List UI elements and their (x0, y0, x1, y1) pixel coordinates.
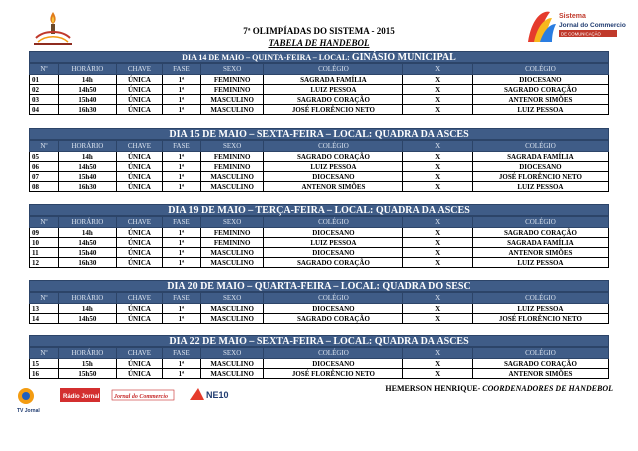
document-subtitle: TABELA DE HANDEBOL (268, 38, 370, 48)
table-cell: ÚNICA (116, 228, 162, 238)
table-row (30, 85, 609, 95)
table-cell: 16h30 (58, 182, 116, 192)
table-cell: LUIZ PESSOA (264, 85, 403, 95)
column-header: CHAVE (116, 348, 162, 359)
table-cell: 15 (30, 359, 59, 369)
banner-prefix: DIA 14 DE MAIO – QUINTA-FEIRA – LOCAL: (182, 53, 352, 62)
table-cell: 14h (58, 75, 116, 85)
document-title: 7ª OLIMPÍADAS DO SISTEMA - 2015 (243, 26, 395, 36)
table-cell: LUIZ PESSOA (472, 182, 608, 192)
table-cell: SAGRADO CORAÇÃO (472, 359, 608, 369)
column-header: SEXO (200, 141, 264, 152)
table-cell: MASCULINO (200, 95, 264, 105)
schedule-section (29, 204, 609, 268)
table-cell: LUIZ PESSOA (264, 238, 403, 248)
day-banner (29, 335, 609, 347)
table-cell: X (403, 162, 472, 172)
column-header: FASE (163, 217, 201, 228)
table-cell: ÚNICA (116, 105, 162, 115)
table-row (30, 95, 609, 105)
table-cell: 03 (30, 95, 59, 105)
svg-text:Jornal do Commercio: Jornal do Commercio (559, 22, 626, 29)
table-cell: SAGRADO CORAÇÃO (472, 228, 608, 238)
table-row (30, 304, 609, 314)
column-header: X (403, 64, 472, 75)
coordinator-credit (385, 384, 613, 393)
table-cell: ÚNICA (116, 369, 162, 379)
schedule-section (29, 128, 609, 192)
column-header: SEXO (200, 293, 264, 304)
table-cell: FEMININO (200, 152, 264, 162)
table-cell: 07 (30, 172, 59, 182)
schedule-section (29, 335, 609, 379)
table-cell: 15h50 (58, 369, 116, 379)
table-cell: FEMININO (200, 238, 264, 248)
day-banner (29, 51, 609, 63)
table-cell: X (403, 182, 472, 192)
table-cell: X (403, 85, 472, 95)
table-cell: 1ª (163, 258, 201, 268)
table-row (30, 172, 609, 182)
table-cell: MASCULINO (200, 258, 264, 268)
table-cell: 1ª (163, 238, 201, 248)
table-cell: 13 (30, 304, 59, 314)
banner-title: DIA 22 DE MAIO – SEXTA-FEIRA – LOCAL: QUADRA DA ASCES (169, 336, 469, 347)
table-cell: 14h50 (58, 314, 116, 324)
column-header: COLÉGIO (472, 293, 608, 304)
header-row (30, 293, 609, 304)
day-banner (29, 128, 609, 140)
column-header: Nº (30, 293, 59, 304)
table-cell: DIOCESANO (264, 359, 403, 369)
footer-logos (14, 384, 294, 414)
table-cell: ÚNICA (116, 152, 162, 162)
table-cell: X (403, 75, 472, 85)
table-cell: JOSÉ FLORÊNCIO NETO (264, 369, 403, 379)
table-cell: 1ª (163, 182, 201, 192)
table-cell: 14h50 (58, 238, 116, 248)
svg-text:Jornal do Commercio: Jornal do Commercio (114, 394, 169, 400)
table-cell: 16 (30, 369, 59, 379)
jornal-do-commercio-logo (112, 390, 174, 400)
table-cell: SAGRADO CORAÇÃO (264, 152, 403, 162)
table-cell: DIOCESANO (472, 75, 608, 85)
column-header: X (403, 141, 472, 152)
day-banner (29, 280, 609, 292)
table-cell: ÚNICA (116, 258, 162, 268)
column-header: CHAVE (116, 217, 162, 228)
table-cell: X (403, 105, 472, 115)
day-banner (29, 204, 609, 216)
table-cell: 1ª (163, 95, 201, 105)
table-cell: ÚNICA (116, 304, 162, 314)
schedule-section (29, 280, 609, 324)
column-header: COLÉGIO (472, 141, 608, 152)
column-header: COLÉGIO (264, 64, 403, 75)
column-header: COLÉGIO (264, 217, 403, 228)
table-cell: MASCULINO (200, 105, 264, 115)
column-header: HORÁRIO (58, 64, 116, 75)
column-header: HORÁRIO (58, 293, 116, 304)
table-cell: LUIZ PESSOA (472, 258, 608, 268)
table-cell: FEMININO (200, 228, 264, 238)
column-header: X (403, 348, 472, 359)
table-cell: DIOCESANO (264, 172, 403, 182)
table-cell: 1ª (163, 152, 201, 162)
table-cell: 12 (30, 258, 59, 268)
column-header: HORÁRIO (58, 217, 116, 228)
table-cell: ÚNICA (116, 95, 162, 105)
column-header: COLÉGIO (472, 64, 608, 75)
table-cell: X (403, 314, 472, 324)
table-cell: ÚNICA (116, 75, 162, 85)
column-header: CHAVE (116, 141, 162, 152)
table-row (30, 359, 609, 369)
table-cell: X (403, 304, 472, 314)
table-row (30, 258, 609, 268)
table-cell: DIOCESANO (264, 248, 403, 258)
table-cell: SAGRADO CORAÇÃO (472, 85, 608, 95)
schedule-table (29, 216, 609, 268)
table-cell: DIOCESANO (264, 228, 403, 238)
table-cell: 14h50 (58, 162, 116, 172)
table-cell: 16h30 (58, 105, 116, 115)
radio-jornal-logo (60, 388, 100, 402)
table-cell: 1ª (163, 228, 201, 238)
table-cell: ANTENOR SIMÕES (472, 95, 608, 105)
schedule-table (29, 347, 609, 379)
table-cell: 02 (30, 85, 59, 95)
table-cell: LUIZ PESSOA (472, 105, 608, 115)
table-cell: 14h (58, 228, 116, 238)
column-header: Nº (30, 348, 59, 359)
column-header: SEXO (200, 64, 264, 75)
header-row (30, 141, 609, 152)
table-cell: DIOCESANO (264, 304, 403, 314)
table-cell: MASCULINO (200, 369, 264, 379)
table-cell: MASCULINO (200, 359, 264, 369)
header-row (30, 348, 609, 359)
table-cell: 1ª (163, 75, 201, 85)
table-cell: LUIZ PESSOA (264, 162, 403, 172)
table-cell: ÚNICA (116, 85, 162, 95)
table-cell: ÚNICA (116, 359, 162, 369)
table-cell: 15h (58, 359, 116, 369)
table-cell: ÚNICA (116, 238, 162, 248)
table-cell: 11 (30, 248, 59, 258)
table-cell: 09 (30, 228, 59, 238)
table-cell: SAGRADO CORAÇÃO (264, 314, 403, 324)
table-cell: X (403, 369, 472, 379)
table-row (30, 75, 609, 85)
table-cell: SAGRADA FAMÍLIA (264, 75, 403, 85)
table-cell: MASCULINO (200, 314, 264, 324)
table-cell: ÚNICA (116, 314, 162, 324)
column-header: X (403, 293, 472, 304)
schedule-table (29, 140, 609, 192)
table-row (30, 182, 609, 192)
table-cell: ÚNICA (116, 162, 162, 172)
column-header: FASE (163, 141, 201, 152)
column-header: SEXO (200, 217, 264, 228)
table-cell: ANTENOR SIMÕES (472, 369, 608, 379)
table-cell: 05 (30, 152, 59, 162)
table-cell: 1ª (163, 314, 201, 324)
table-cell: 14 (30, 314, 59, 324)
table-cell: 08 (30, 182, 59, 192)
table-row (30, 314, 609, 324)
table-cell: ÚNICA (116, 172, 162, 182)
table-cell: SAGRADO CORAÇÃO (264, 258, 403, 268)
svg-text:Rádio Jornal: Rádio Jornal (63, 394, 100, 400)
table-cell: X (403, 248, 472, 258)
column-header: Nº (30, 141, 59, 152)
table-row (30, 228, 609, 238)
table-cell: MASCULINO (200, 248, 264, 258)
table-cell: X (403, 95, 472, 105)
table-cell: JOSÉ FLORÊNCIO NETO (264, 105, 403, 115)
table-cell: 01 (30, 75, 59, 85)
ne10-logo (190, 388, 229, 400)
table-cell: FEMININO (200, 75, 264, 85)
column-header: FASE (163, 348, 201, 359)
coordinator-name: HEMERSON HENRIQUE- (385, 384, 483, 393)
column-header: Nº (30, 217, 59, 228)
table-cell: 1ª (163, 248, 201, 258)
svg-text:TV Jornal: TV Jornal (17, 408, 40, 414)
table-cell: ANTENOR SIMÕES (264, 182, 403, 192)
table-cell: 1ª (163, 369, 201, 379)
table-cell: MASCULINO (200, 304, 264, 314)
column-header: COLÉGIO (472, 217, 608, 228)
table-cell: X (403, 359, 472, 369)
banner-title: DIA 15 DE MAIO – SEXTA-FEIRA – LOCAL: QUADRA DA ASCES (169, 129, 469, 140)
column-header: COLÉGIO (264, 348, 403, 359)
table-cell: MASCULINO (200, 172, 264, 182)
table-cell: SAGRADO CORAÇÃO (264, 95, 403, 105)
tv-jornal-logo (17, 388, 40, 414)
column-header: CHAVE (116, 64, 162, 75)
table-cell: FEMININO (200, 162, 264, 172)
banner-title: GINÁSIO MUNICIPAL (351, 52, 456, 63)
svg-text:NE10: NE10 (206, 390, 229, 400)
table-row (30, 248, 609, 258)
svg-text:DE COMUNICAÇÃO: DE COMUNICAÇÃO (561, 31, 601, 37)
table-cell: DIOCESANO (472, 162, 608, 172)
table-cell: 1ª (163, 304, 201, 314)
header-row (30, 64, 609, 75)
table-cell: ÚNICA (116, 182, 162, 192)
table-cell: 14h (58, 152, 116, 162)
column-header: FASE (163, 64, 201, 75)
column-header: HORÁRIO (58, 348, 116, 359)
table-cell: 15h40 (58, 95, 116, 105)
table-cell: 1ª (163, 85, 201, 95)
table-cell: X (403, 172, 472, 182)
table-cell: X (403, 258, 472, 268)
table-cell: 1ª (163, 172, 201, 182)
table-cell: 06 (30, 162, 59, 172)
column-header: FASE (163, 293, 201, 304)
table-row (30, 238, 609, 248)
column-header: COLÉGIO (264, 141, 403, 152)
table-cell: FEMININO (200, 85, 264, 95)
table-cell: ANTENOR SIMÕES (472, 248, 608, 258)
schedule-section (29, 51, 609, 115)
table-cell: JOSÉ FLORÊNCIO NETO (472, 314, 608, 324)
column-header: Nº (30, 64, 59, 75)
banner-title: DIA 20 DE MAIO – QUARTA-FEIRA – LOCAL: QUADRA DO SESC (167, 281, 471, 292)
table-cell: 04 (30, 105, 59, 115)
column-header: CHAVE (116, 293, 162, 304)
coordinator-role: COORDENADORES DE HANDEBOL (482, 384, 613, 393)
column-header: COLÉGIO (472, 348, 608, 359)
table-cell: 16h30 (58, 258, 116, 268)
table-cell: 1ª (163, 359, 201, 369)
table-cell: 10 (30, 238, 59, 248)
table-cell: 1ª (163, 105, 201, 115)
table-cell: 14h (58, 304, 116, 314)
table-row (30, 105, 609, 115)
header-row (30, 217, 609, 228)
column-header: HORÁRIO (58, 141, 116, 152)
table-cell: 14h50 (58, 85, 116, 95)
table-row (30, 152, 609, 162)
schedule-table (29, 63, 609, 115)
table-cell: ÚNICA (116, 248, 162, 258)
column-header: COLÉGIO (264, 293, 403, 304)
column-header: X (403, 217, 472, 228)
table-cell: MASCULINO (200, 182, 264, 192)
table-cell: X (403, 228, 472, 238)
schedule-table (29, 292, 609, 324)
table-cell: SAGRADA FAMÍLIA (472, 152, 608, 162)
table-cell: SAGRADA FAMÍLIA (472, 238, 608, 248)
table-cell: X (403, 238, 472, 248)
table-cell: LUIZ PESSOA (472, 304, 608, 314)
svg-text:Sistema: Sistema (559, 13, 586, 20)
table-cell: 15h40 (58, 172, 116, 182)
banner-title: DIA 19 DE MAIO – TERÇA-FEIRA – LOCAL: QUADRA DA ASCES (168, 205, 470, 216)
table-cell: 1ª (163, 162, 201, 172)
table-cell: 15h40 (58, 248, 116, 258)
table-cell: X (403, 152, 472, 162)
table-row (30, 369, 609, 379)
column-header: SEXO (200, 348, 264, 359)
table-cell: JOSÉ FLORÊNCIO NETO (472, 172, 608, 182)
table-row (30, 162, 609, 172)
